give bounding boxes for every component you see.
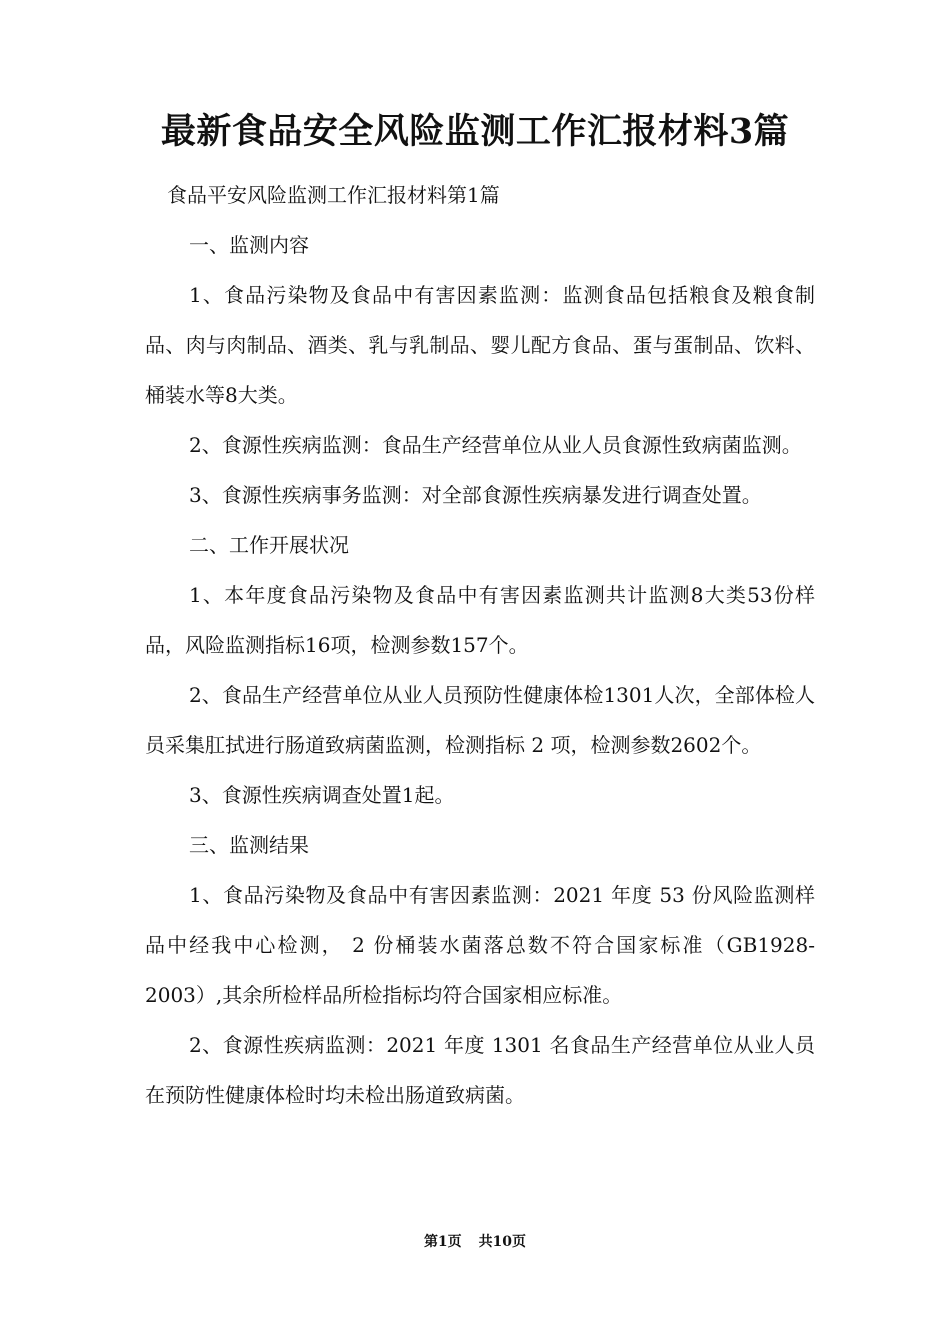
paragraph: 3、食源性疾病事务监测：对全部食源性疾病暴发进行调查处置。 <box>189 483 762 507</box>
paragraph: 1、食品污染物及食品中有害因素监测：监测食品包括粮食及粮食制品、肉与肉制品、酒类、乳与乳制品、婴儿配方食品、蛋与蛋制品、饮料、桶装水等8大类。 <box>145 283 815 407</box>
paragraph: 1、本年度食品污染物及食品中有害因素监测共计监测8大类53份样品，风险监测指标16项，检测参数157个。 <box>145 583 815 657</box>
paragraph: 2、食品生产经营单位从业人员预防性健康体检1301人次，全部体检人员采集肛拭进行肠道致病菌监测，检测指标 2 项，检测参数2602个。 <box>145 683 815 757</box>
paragraph: 1、食品污染物及食品中有害因素监测：2021 年度 53 份风险监测样品中经我中心检测， 2 份桶装水菌落总数不符合国家标准（GB1928-2003）,其余所检样品所检指标均符合国家相应标准。 <box>145 883 815 1007</box>
section-heading-1: 一、监测内容 <box>189 233 309 257</box>
section-heading-2: 二、工作开展状况 <box>189 533 349 557</box>
document-subtitle: 食品平安风险监测工作汇报材料第1篇 <box>167 183 500 207</box>
paragraph: 3、食源性疾病调查处置1起。 <box>189 783 455 807</box>
document-title: 最新食品安全风险监测工作汇报材料3篇 <box>160 111 790 153</box>
page-number: 第1页 <box>423 1234 462 1250</box>
document-body <box>145 170 815 1120</box>
paragraph: 2、食源性疾病监测：2021 年度 1301 名食品生产经营单位从业人员在预防性健康体检时均未检出肠道致病菌。 <box>145 1033 815 1107</box>
paragraph: 2、食源性疾病监测：食品生产经营单位从业人员食源性致病菌监测。 <box>189 433 802 457</box>
section-heading-3: 三、监测结果 <box>189 833 309 857</box>
page-footer <box>0 1232 950 1252</box>
page-total: 共10页 <box>478 1234 527 1250</box>
